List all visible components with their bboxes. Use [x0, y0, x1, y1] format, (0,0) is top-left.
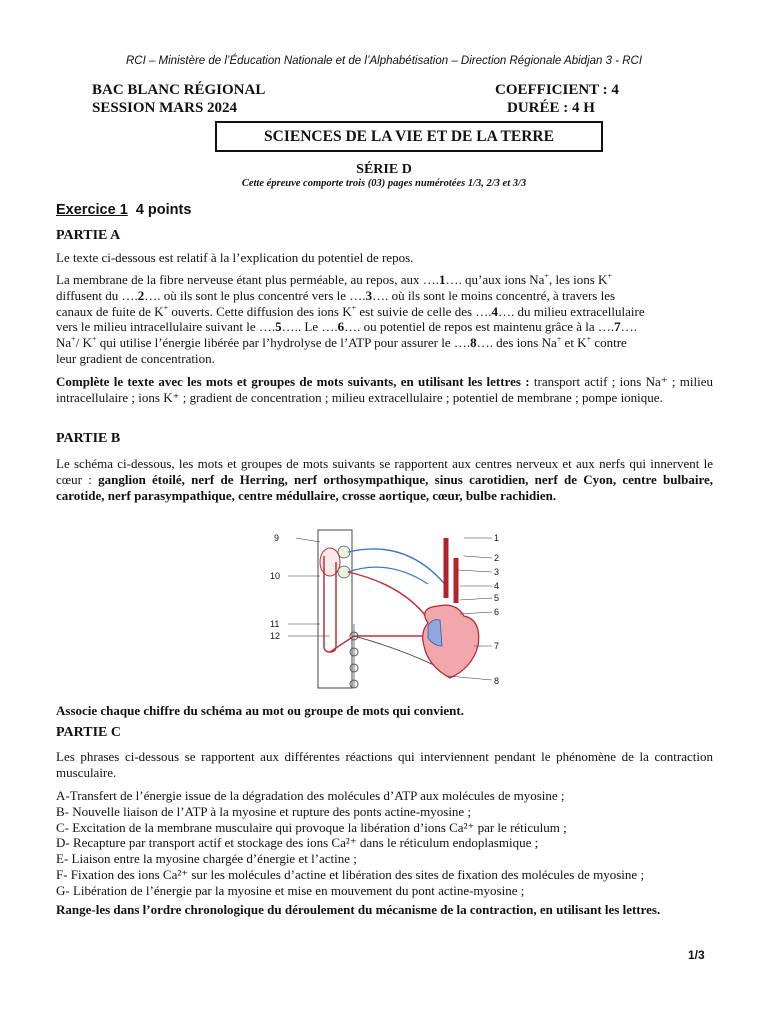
exam-meta — [495, 81, 619, 117]
exam-name: BAC BLANC RÉGIONAL — [92, 82, 266, 98]
part-c-intro: Les phrases ci-dessous se rapportent aux différentes réactions qui interviennent pendant le phénomène de la contraction musculaire. — [56, 749, 713, 780]
list-item: E- Liaison entre la myosine chargée d’énergie et l’actine ; — [56, 851, 357, 867]
part-b-title: PARTIE B — [56, 431, 121, 446]
part-c-title: PARTIE C — [56, 725, 121, 740]
part-a-words: transport actif ; ions Na⁺ ; milieu intracellulaire ; ions K⁺ ; gradient de concentration ; milieu extracellulaire ; potentiel de membrane ; pompe ionique. — [56, 374, 714, 405]
subject-title: SCIENCES DE LA VIE ET DE LA TERRE — [215, 121, 603, 152]
diagram-label-2: 2 — [494, 553, 500, 563]
diagram-label-4: 4 — [494, 581, 500, 591]
diagram-label-1: 1 — [494, 533, 500, 543]
pages-note: Cette épreuve comporte trois (03) pages numérotées 1/3, 2/3 et 3/3 — [241, 178, 527, 189]
exam-coefficient: COEFFICIENT : 4 — [495, 82, 619, 98]
diagram-label-9: 9 — [274, 533, 280, 543]
exercise-heading — [56, 202, 191, 218]
list-item: F- Fixation des ions Ca²⁺ sur les molécules d’actine et libération des sites de fixation des molécules de myosine ; — [56, 866, 645, 882]
part-b-text — [56, 456, 713, 503]
part-b-instruction: Associe chaque chiffre du schéma au mot ou groupe de mots qui convient. — [56, 703, 464, 718]
diagram-label-12: 12 — [270, 631, 281, 641]
serie-label: SÉRIE D — [356, 162, 412, 177]
diagram-label-10: 10 — [270, 571, 281, 581]
diagram-label-11: 11 — [270, 619, 280, 629]
diagram-label-8: 8 — [494, 676, 500, 686]
exam-duration: DURÉE : 4 H — [507, 100, 595, 116]
list-item: G- Libération de l’énergie par la myosine et mise en mouvement du pont actine-myosine ; — [56, 882, 525, 898]
exercise-points: 4 points — [135, 202, 192, 218]
list-item: A-Transfert de l’énergie issue de la dégradation des molécules d’ATP aux molécules de myosine ; — [56, 788, 565, 803]
part-b-words: ganglion étoilé, nerf de Herring, nerf orthosympathique, sinus carotidien, nerf de Cyon, centre bulbaire, carotide, nerf parasympathique, centre médullaire, crosse aortique, cœur, bulbe rachidien. — [56, 471, 713, 503]
part-c-list — [56, 788, 713, 899]
part-b-intro: Le schéma ci-dessous, les mots et groupes de mots suivants se rapportent aux centres nerveux et aux nerfs qui innervent le cœur : — [56, 456, 713, 487]
part-a-instruction: Complète le texte avec les mots et groupes de mots suivants, en utilisant les lettres : — [56, 374, 530, 389]
list-item: D- Recapture par transport actif et stockage des ions Ca²⁺ dans le réticulum endoplasmique ; — [56, 835, 539, 851]
diagram-label-6: 6 — [494, 607, 500, 617]
page-number: 1/3 — [688, 948, 705, 962]
heart-innervation-diagram — [268, 528, 508, 690]
exam-session: SESSION MARS 2024 — [92, 100, 238, 116]
list-item: C- Excitation de la membrane musculaire qui provoque la libération d’ions Ca²⁺ par le réticulum ; — [56, 819, 567, 835]
ministry-header: RCI – Ministère de l’Éducation Nationale et de l’Alphabétisation – Direction Régionale Abidjan 3 - RCI — [125, 55, 643, 67]
part-a-text: La membrane de la fibre nerveuse étant plus perméable, au repos, aux ….1…. qu’aux ions Na+, les ions K+ diffusent du ….2…. où ils sont le plus concentré vers le ….3…. où ils sont le moins concentré, à travers les canaux de fuite de K+ ouverts. Cette diffusion des ions K+ est suivie de celle des ….4…. du milieu extracellulaire vers le milieu intracellulaire suivant le ….5….. Le ….6…. ou potentiel de repos est maintenu grâce à la ….7…. Na+/ K+ qui utilise l’énergie libérée par l’hydrolyse de l’ATP pour assurer le ….8…. des ions Na+ et K+ contre leur gradient de concentration. — [56, 271, 645, 366]
exercise-title: Exercice 1 — [56, 202, 128, 218]
part-a-instruction-block — [56, 374, 713, 406]
part-c-instruction: Range-les dans l’ordre chronologique du déroulement du mécanisme de la contraction, en utilisant les lettres. — [56, 902, 661, 917]
exam-info — [92, 81, 265, 117]
diagram-label-3: 3 — [494, 567, 500, 577]
diagram-label-5: 5 — [494, 593, 500, 603]
part-a-title: PARTIE A — [56, 228, 121, 243]
diagram-label-7: 7 — [494, 641, 500, 651]
part-a-intro: Le texte ci-dessous est relatif à la l’explication du potentiel de repos. — [56, 250, 414, 265]
list-item: B- Nouvelle liaison de l’ATP à la myosine et rupture des ponts actine-myosine ; — [56, 803, 472, 819]
